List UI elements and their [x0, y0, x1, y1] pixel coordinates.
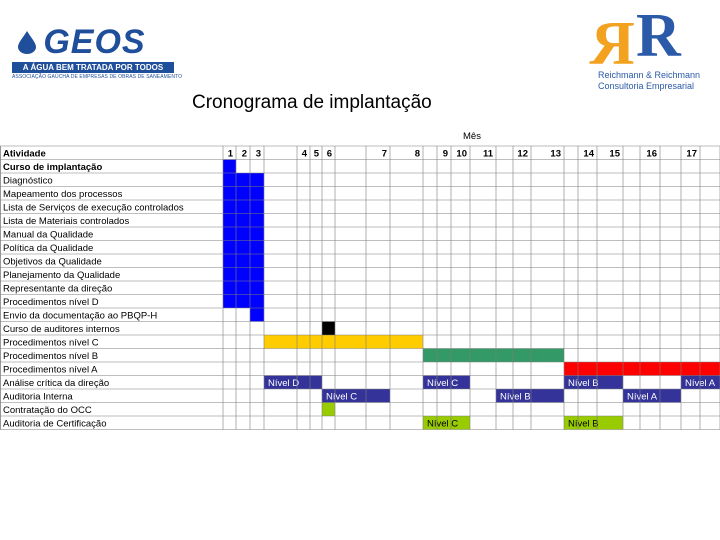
bar-label: Nível A — [685, 378, 716, 389]
bar-label: Nível B — [500, 391, 531, 403]
month-label: 9 — [442, 148, 448, 160]
page-title: Cronograma de implantação — [192, 92, 432, 113]
gantt-bar — [322, 322, 335, 336]
activity-label: Manual da Qualidade — [3, 229, 94, 241]
activity-label: Auditoria de Certificação — [3, 418, 107, 430]
gantt-bar — [223, 295, 264, 309]
company-tagline: Consultoria Empresarial — [598, 81, 695, 91]
activity-label: Curso de implantação — [3, 162, 103, 173]
gantt-bar — [264, 335, 423, 349]
month-label: 12 — [517, 148, 528, 160]
activity-label: Planejamento da Qualidade — [3, 270, 121, 281]
company-name: Reichmann & Reichmann — [598, 70, 701, 80]
month-label: 16 — [646, 148, 657, 160]
bar-label: Nível B — [568, 378, 599, 389]
month-label: 14 — [583, 148, 594, 160]
logo-r-mirrored: R — [590, 10, 635, 78]
month-label: 10 — [456, 148, 467, 160]
month-label: 4 — [301, 148, 307, 160]
bar-label: Nível A — [627, 391, 658, 403]
logo-word: GEOS — [43, 23, 146, 61]
gantt-bar — [223, 214, 264, 228]
activity-header: Atividade — [3, 148, 46, 160]
activity-label: Auditoria Interna — [3, 391, 73, 403]
gantt-bar — [223, 187, 264, 201]
activity-label: Contratação do OCC — [3, 405, 92, 416]
gantt-bar — [223, 254, 264, 268]
gantt-bar — [223, 241, 264, 255]
activity-label: Lista de Materiais controlados — [3, 216, 130, 227]
logo-subtitle: ASSOCIAÇÃO GAÚCHA DE EMPRESAS DE OBRAS DE SANEAMENTO — [12, 74, 183, 80]
month-label: 13 — [550, 148, 561, 160]
activity-label: Análise crítica da direção — [3, 378, 110, 389]
gantt-bar — [223, 227, 264, 241]
month-label: 11 — [482, 148, 493, 160]
activity-label: Procedimentos nível D — [3, 297, 99, 308]
month-label: 15 — [609, 148, 620, 160]
gantt-bar — [423, 349, 564, 363]
gantt-bar — [223, 173, 264, 187]
month-axis-title: Mês — [463, 131, 481, 142]
month-label: 1 — [227, 148, 233, 160]
gantt-bar — [564, 362, 720, 376]
gantt-bar — [223, 268, 264, 282]
gantt-bar — [223, 160, 236, 174]
gantt-bar — [223, 281, 264, 295]
activity-label: Curso de auditores internos — [3, 324, 120, 335]
bar-label: Nível C — [427, 418, 459, 430]
activity-label: Mapeamento dos processos — [3, 189, 123, 200]
activity-label: Lista de Serviços de execução controlados — [3, 202, 184, 214]
bar-label: Nível D — [268, 378, 300, 389]
bar-label: Nível C — [326, 391, 358, 403]
activity-label: Procedimentos nível B — [3, 351, 99, 362]
gantt-bar — [322, 403, 335, 417]
activity-label: Diagnóstico — [3, 175, 53, 187]
activity-label: Objetivos da Qualidade — [3, 256, 102, 268]
logo-r: R — [636, 2, 681, 70]
month-label: 17 — [686, 148, 697, 160]
bar-label: Nível B — [568, 418, 599, 430]
bar-label: Nível C — [427, 378, 459, 389]
activity-label: Envio da documentação ao PBQP-H — [3, 310, 158, 322]
activity-label: Política da Qualidade — [3, 243, 94, 254]
month-label: 6 — [326, 148, 332, 160]
gantt-bar — [250, 308, 264, 322]
month-label: 2 — [241, 148, 247, 160]
activity-label: Procedimentos nível C — [3, 337, 99, 349]
month-label: 3 — [255, 148, 261, 160]
month-label: 5 — [313, 148, 319, 160]
activity-label: Procedimentos nível A — [3, 364, 98, 376]
logo-tagline: A ÁGUA BEM TRATADA POR TODOS — [12, 62, 174, 73]
activity-label: Representante da direção — [3, 283, 113, 295]
gantt-bar — [223, 200, 264, 214]
month-label: 8 — [414, 148, 420, 160]
month-label: 7 — [381, 148, 387, 160]
